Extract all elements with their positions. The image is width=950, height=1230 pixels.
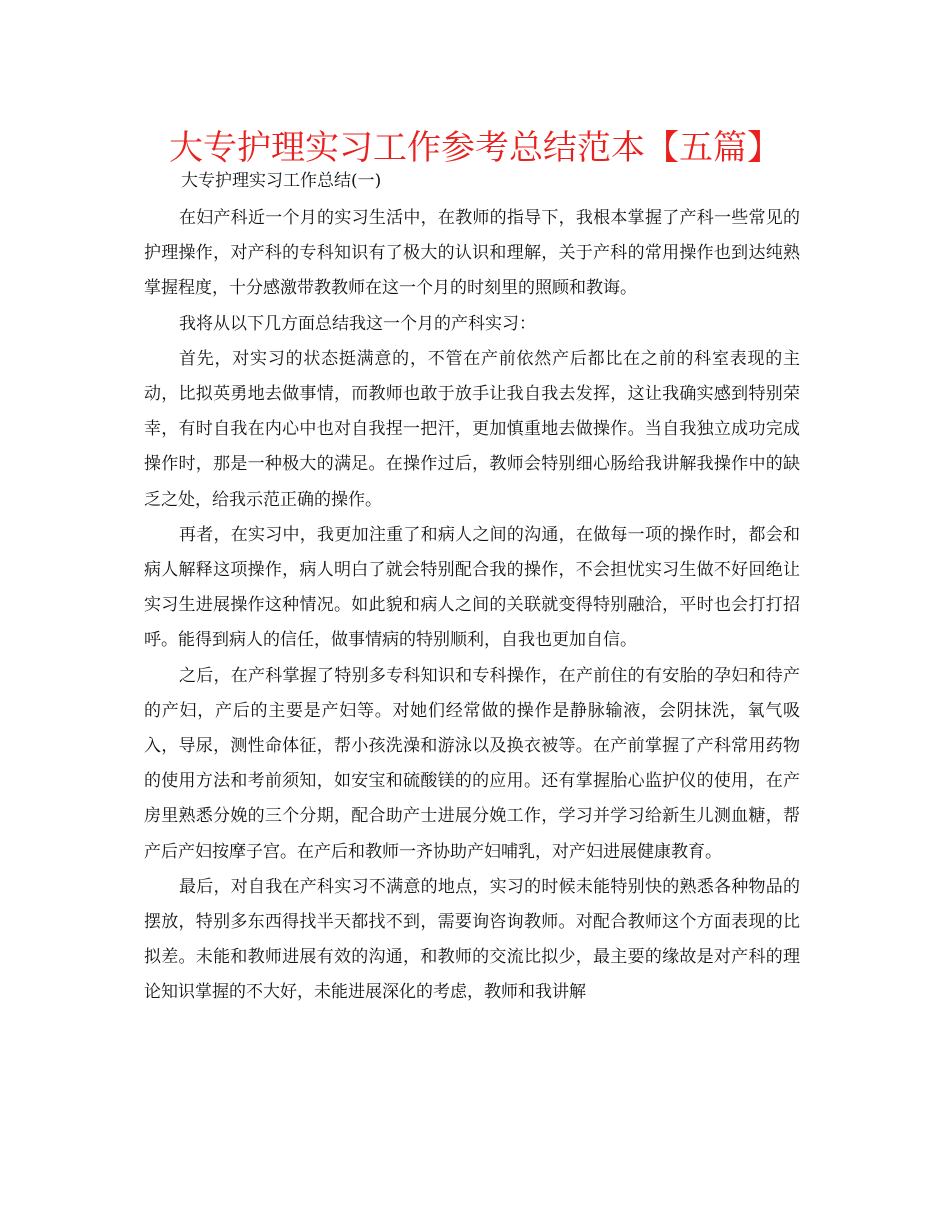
paragraph-2: 我将从以下几方面总结我这一个月的产科实习：: [179, 313, 536, 334]
paragraph-1: 在妇产科近一个月的实习生活中，在教师的指导下，我根本掌握了产科一些常见的护理操作，对产科的专科知识有了极大的认识和理解，关于产科的常用操作也到达纯熟掌握程度，十分感激带教教师在这一个月的时刻里的照顾和教诲。: [144, 208, 800, 299]
document-body: [144, 201, 800, 1011]
paragraph-4: 再者，在实习中，我更加注重了和病人之间的沟通，在做每一项的操作时，都会和病人解释这项操作，病人明白了就会特别配合我的操作，不会担忧实习生做不好回绝让实习生进展操作这种情况。如此貌和病人之间的关联就变得特别融洽，平时也会打打招呼。能得到病人的信任，做事情病的特别顺利，自我也更加自信。: [144, 524, 800, 651]
paragraph-5: 之后，在产科掌握了特别多专科知识和专科操作，在产前住的有安胎的孕妇和待产的产妇，产后的主要是产妇等。对她们经常做的操作是静脉输液，会阴抹洗，氧气吸入，导尿，测性命体征，帮小孩洗澡和游泳以及换衣被等。在产前掌握了产科常用药物的使用方法和考前须知，如安宝和硫酸镁的的应用。还有掌握胎心监护仪的使用，在产房里熟悉分娩的三个分期，配合助产士进展分娩工作，学习并学习给新生儿测血糖，帮产后产妇按摩子宫。在产后和教师一齐协助产妇哺乳，对产妇进展健康教育。: [144, 665, 800, 862]
section-heading: 大专护理实习工作总结(一): [181, 171, 382, 191]
paragraph-6: 最后，对自我在产科实习不满意的地点，实习的时候未能特别快的熟悉各种物品的摆放，特别多东西得找半天都找不到，需要询咨询教师。对配合教师这个方面表现的比拟差。未能和教师进展有效的沟通，和教师的交流比拟少，最主要的缘故是对产科的理论知识掌握的不大好，未能进展深化的考虑，教师和我讲解: [144, 876, 800, 1003]
paragraph-3: 首先，对实习的状态挺满意的，不管在产前依然产后都比在之前的科室表现的主动，比拟英勇地去做事情，而教师也敢于放手让我自我去发挥，这让我确实感到特别荣幸，有时自我在内心中也对自我捏一把汗，更加慎重地去做操作。当自我独立成功完成操作时，那是一种极大的满足。在操作过后，教师会特别细心肠给我讲解我操作中的缺乏之处，给我示范正确的操作。: [144, 348, 800, 510]
document-title: 大专护理实习工作参考总结范本【五篇】: [169, 128, 781, 168]
